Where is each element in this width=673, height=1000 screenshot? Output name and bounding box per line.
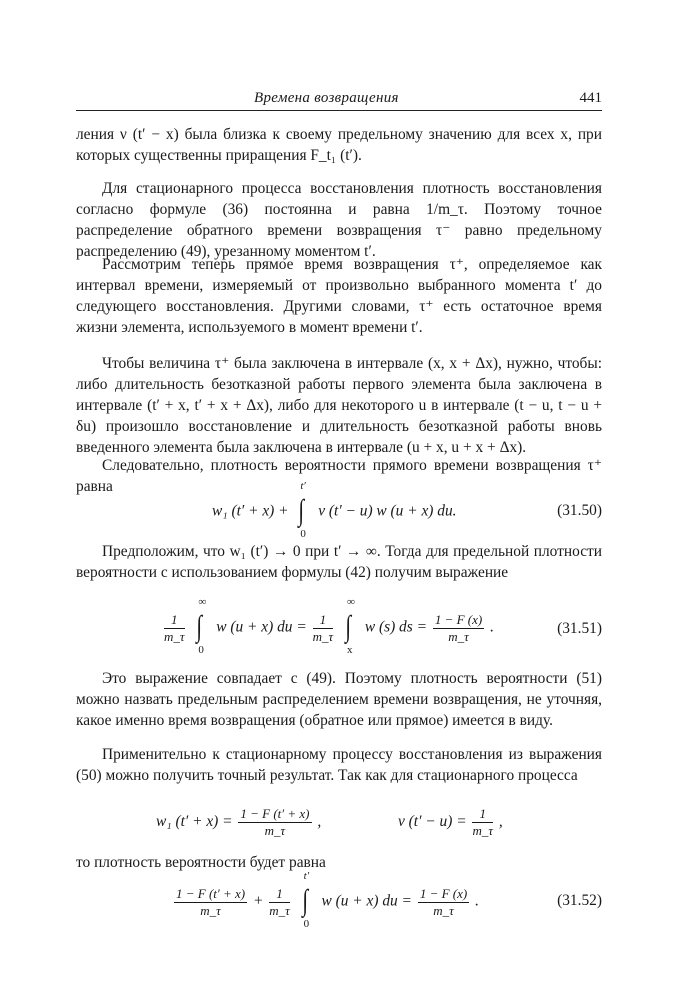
- equation-31-50: [76, 480, 602, 540]
- integral-sign: ∞ ∫ x: [345, 596, 355, 656]
- fraction: $\frac{1 - F (x)}{m\_\tau}$: [434, 611, 483, 644]
- page-number: 441: [579, 90, 602, 106]
- integral-sign: ∞ ∫ 0: [196, 596, 207, 656]
- paragraph-3: Рассмотрим теперь прямое время возвращения τ⁺, определяемое как интервал времени, измеряемый от произвольно выбранного момента t′ до следующего восстановления. Другими словами, τ⁺ есть остаточное время жизни элемента, используемого в момент времени t′.: [76, 256, 602, 336]
- eq50-lhs: w₁ (t′ + x) +: [212, 502, 289, 520]
- running-header: [76, 88, 602, 111]
- eq51-tail: .: [490, 618, 494, 636]
- paragraph-4: Чтобы величина τ⁺ была заключена в интервале (x, x + Δx), нужно, чтобы: либо длительность безотказной работы первого элемента была заключена в интервале (t′ + x, t′ + x + Δx), либо для некоторого u в интервале (t − u, t − u + δu) произошло восстановление и длительность безотказной работы вновь введенного элемента была заключена в интервале (u + x, u + x + Δx).: [76, 355, 602, 456]
- eq52-part: w (u + x) du =: [321, 892, 412, 910]
- integral-sign: t′ ∫ 0: [298, 480, 306, 540]
- eq51-part1: w (u + x) du =: [216, 618, 307, 636]
- paragraph-6: Предположим, что w₁ (t′) → 0 при t′ → ∞. Тогда для предельной плотности вероятности с использованием формулы (42) получим выражение: [76, 543, 602, 581]
- paragraph-8: Применительно к стационарному процессу восстановления из выражения (50) можно получить точный результат. Так как для стационарного процесса: [76, 746, 602, 784]
- stat-right-lhs: ν (t′ − u) =: [398, 813, 467, 831]
- fraction: $\frac{1 - F (t' + x)}{m\_\tau}$: [240, 806, 310, 838]
- equation-number: (31.51): [557, 620, 602, 637]
- equation-number: (31.52): [557, 892, 602, 909]
- eq52-tail: .: [475, 892, 479, 910]
- running-title: Времена возвращения: [254, 90, 399, 106]
- equation-number: (31.50): [557, 502, 602, 519]
- paragraph-9: то плотность вероятности будет равна: [76, 854, 326, 871]
- equation-31-52: [76, 870, 602, 930]
- stat-left-lhs: w₁ (t′ + x) =: [156, 813, 233, 831]
- int-lower: 0: [300, 528, 306, 540]
- eq51-part2: w (s) ds =: [364, 618, 427, 636]
- paragraph-5: Следовательно, плотность вероятности прямого времени возвращения τ⁺ равна: [76, 457, 602, 495]
- fraction: $\frac{1}{m\_\tau}$: [312, 611, 334, 644]
- fraction: $\frac{1 - F (x)}{m\_\tau}$: [419, 885, 468, 918]
- plus-sign: +: [252, 892, 264, 910]
- paragraph-2: Для стационарного процесса восстановления плотность восстановления согласно формуле (36) постоянна и равна 1/m_τ. Поэтому точное распределение обратного времени возвращения τ⁻ равно предельному распределению (49), урезанному моментом t′.: [76, 180, 602, 260]
- stat-left-tail: ,: [317, 813, 322, 831]
- paragraph-1: ления ν (t′ − x) была близка к своему предельному значению для всех x, при которых существенны приращения F_t₁ (t′).: [76, 126, 602, 164]
- fraction: $\frac{1}{m\_\tau}$: [164, 611, 185, 644]
- int-upper: t′: [300, 480, 306, 492]
- fraction: $\frac{1 - F (t' + x)}{m\_\tau}$: [176, 885, 246, 918]
- integral-sign: t′ ∫ 0: [301, 870, 310, 930]
- equation-stationary: [76, 804, 602, 844]
- stat-right-tail: ,: [498, 813, 503, 831]
- eq50-integrand: ν (t′ − u) w (u + x) du.: [318, 502, 457, 520]
- fraction: $\frac{1}{m\_\tau}$: [472, 806, 493, 838]
- equation-31-51: [76, 596, 602, 656]
- fraction: $\frac{1}{m\_\tau}$: [269, 885, 290, 918]
- paragraph-7: Это выражение совпадает с (49). Поэтому плотность вероятности (51) можно назвать предельным распределением времени возвращения, не уточняя, какое именно время возвращения (обратное или прямое) имеется в виду.: [76, 670, 602, 729]
